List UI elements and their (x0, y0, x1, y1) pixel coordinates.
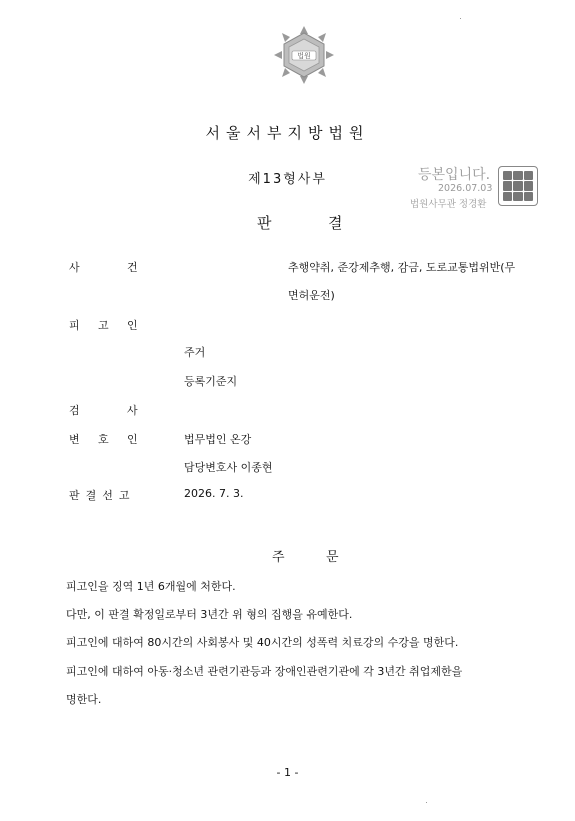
doc-type-left: 판 (257, 214, 272, 232)
certified-copy-official: 법원사무관 정경환 (410, 199, 487, 210)
counsel-label-char: 변 (69, 433, 80, 446)
court-name: 서울서부지방법원 (205, 124, 370, 142)
doc-type-right: 결 (328, 214, 343, 232)
case-name-line2: 면허운전) (288, 289, 335, 302)
order-line: 피고인에 대하여 80시간의 사회봉사 및 40시간의 성폭력 치료강의 수강을 명한다. (66, 636, 459, 649)
division-name: 제13형사부 (248, 172, 327, 187)
scan-speck (426, 802, 427, 803)
certified-copy-text: 등본입니다. (418, 167, 491, 183)
case-label-char: 사 (69, 261, 80, 274)
order-line: 피고인을 징역 1년 6개월에 처한다. (66, 580, 236, 593)
court-emblem-icon (272, 24, 336, 86)
defendant-label-char: 피 (69, 319, 80, 332)
counsel-label-char: 인 (127, 433, 138, 446)
counsel-firm: 법무법인 온강 (184, 433, 252, 446)
case-name-line1: 추행약취, 준강제추행, 감금, 도로교통법위반(무 (288, 261, 516, 274)
defendant-label-char: 고 (98, 319, 109, 332)
registration-label: 등록기준지 (184, 375, 238, 388)
order-title-right: 문 (326, 550, 339, 565)
counsel-label-char: 호 (98, 433, 109, 446)
emblem-label: 법원 (297, 52, 311, 60)
prosecutor-label-char: 사 (127, 404, 138, 417)
case-label-char: 건 (127, 261, 138, 274)
defendant-label-char: 인 (127, 319, 138, 332)
order-line: 명한다. (66, 693, 102, 706)
scan-speck (460, 18, 461, 19)
order-line: 다만, 이 판결 확정일로부터 3년간 위 형의 집행을 유예한다. (66, 608, 353, 621)
official-seal-icon (498, 166, 538, 206)
order-line: 피고인에 대하여 아동·청소년 관련기관등과 장애인관련기관에 각 3년간 취업제한을 (66, 665, 463, 678)
verdict-date-label: 판결선고 (69, 489, 136, 502)
prosecutor-label-char: 검 (69, 404, 80, 417)
page-number: - 1 - (276, 766, 299, 779)
address-label: 주거 (184, 346, 206, 359)
certified-copy-date: 2026.07.03 (438, 183, 493, 194)
counsel-attorney: 담당변호사 이종현 (184, 461, 273, 474)
verdict-date: 2026. 7. 3. (184, 487, 244, 500)
order-title-left: 주 (272, 550, 285, 565)
